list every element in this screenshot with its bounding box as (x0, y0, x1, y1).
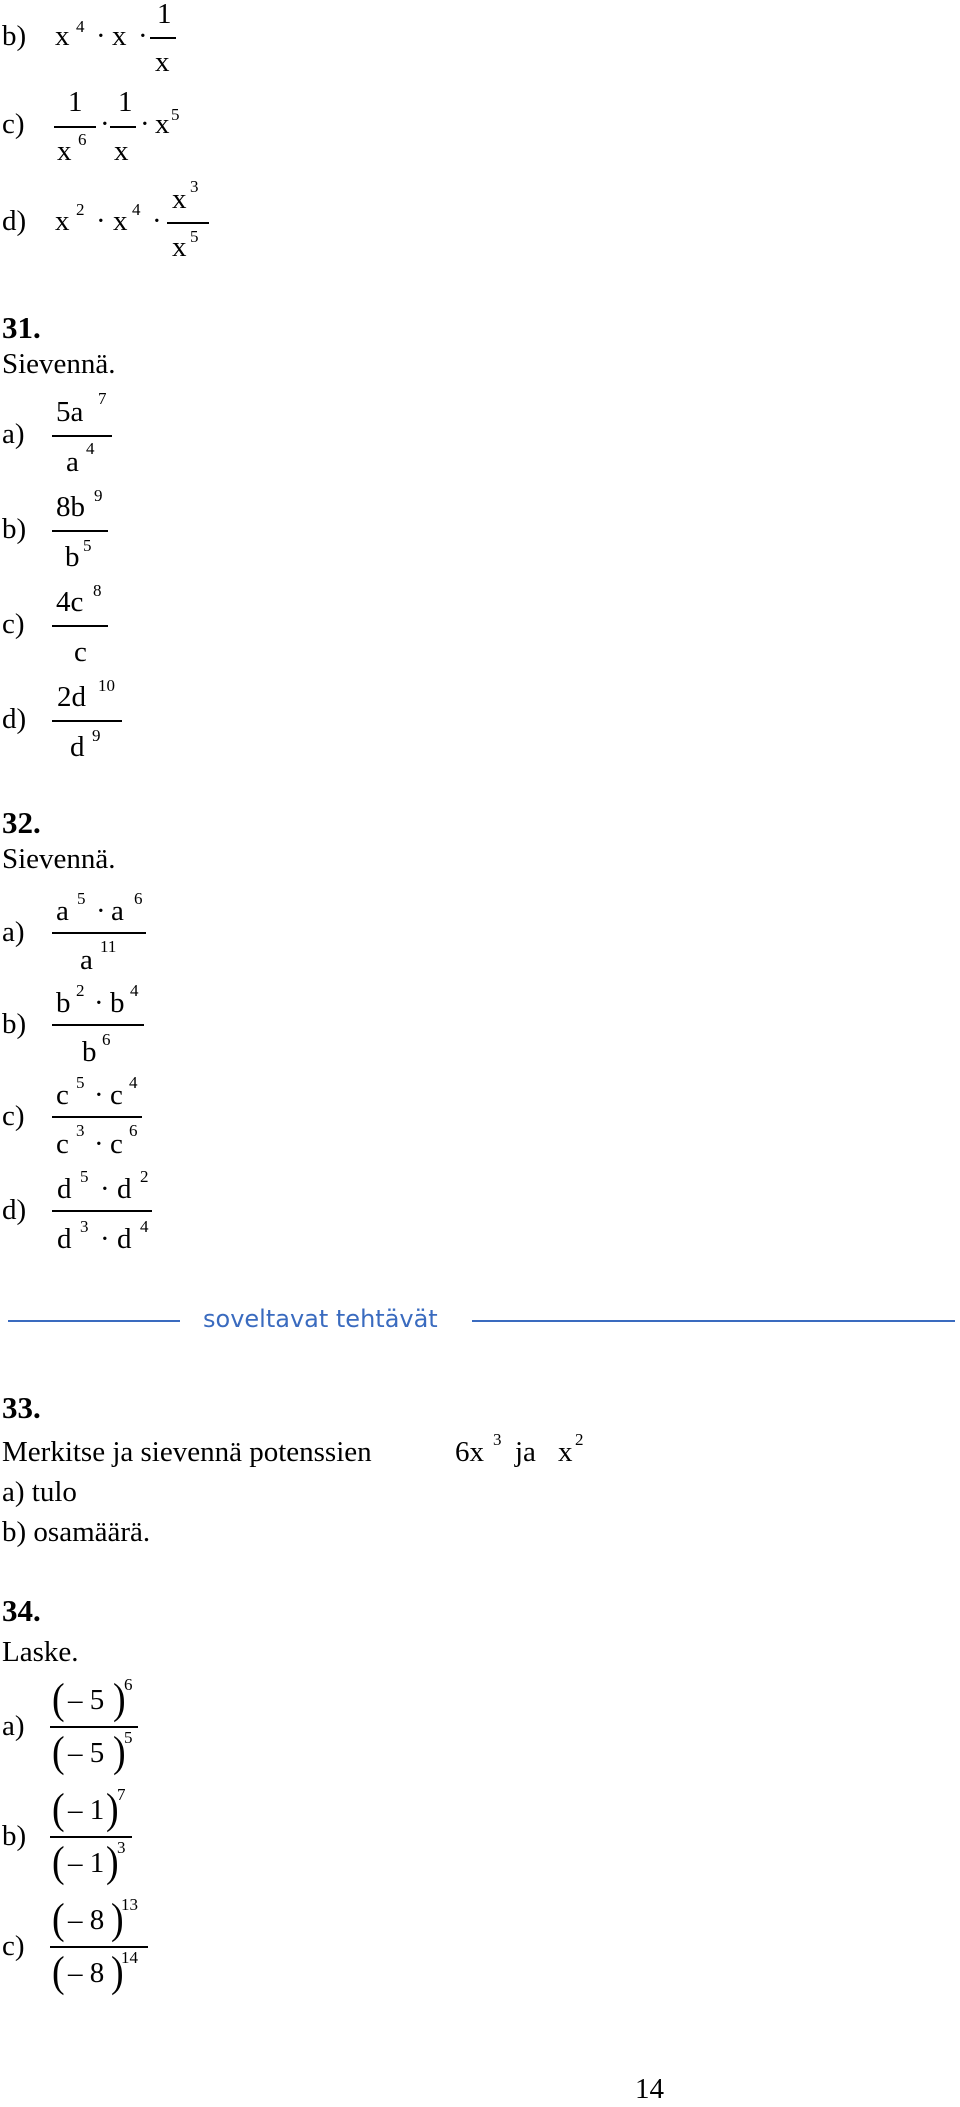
exponent: 2 (76, 981, 85, 1000)
paren-close: ) (106, 1784, 119, 1834)
divider-line-left (8, 1320, 180, 1322)
fraction-bar (52, 435, 112, 437)
problem-number-33: 33. (2, 1390, 41, 1425)
section-title: soveltavat tehtävät (203, 1305, 438, 1333)
denominator: x (155, 46, 170, 78)
var-x: x (172, 231, 187, 263)
dot: · (100, 1223, 110, 1255)
base: – 8 (68, 1957, 105, 1989)
dot: · (138, 20, 148, 52)
base: a (111, 895, 124, 927)
fraction-bar (52, 1024, 144, 1026)
numerator: 1 (68, 86, 83, 118)
dot: · (100, 108, 110, 140)
term-2: x (558, 1436, 573, 1468)
base: c (110, 1079, 123, 1111)
dot: · (152, 205, 162, 237)
divider-line-right (472, 1320, 955, 1322)
paren-close: ) (111, 1947, 124, 1997)
problem-instruction: Laske. (2, 1636, 79, 1668)
base: d (117, 1223, 132, 1255)
base: b (56, 987, 71, 1019)
exponent: 6 (78, 130, 87, 149)
denominator: a (66, 446, 79, 478)
dot: · (94, 987, 104, 1019)
problem-instruction: Sievennä. (2, 348, 116, 380)
base: – 8 (68, 1904, 105, 1936)
base: a (80, 944, 93, 976)
term-1: 6x (455, 1436, 484, 1468)
var-x: x (172, 183, 187, 215)
exponent: 4 (132, 200, 141, 219)
exponent: 3 (80, 1217, 89, 1236)
denominator: d (70, 731, 85, 763)
paren-open: ( (52, 1784, 65, 1834)
label-a: a) (2, 1710, 25, 1742)
page-number: 14 (635, 2073, 664, 2105)
label-a: a) (2, 418, 25, 450)
exponent: 5 (80, 1167, 89, 1186)
exponent: 4 (130, 981, 139, 1000)
label-c: c) (2, 108, 25, 140)
base: c (110, 1128, 123, 1160)
dot: · (96, 20, 106, 52)
var-x: x (55, 205, 70, 237)
paren-open: ( (52, 1674, 65, 1724)
paren-close: ) (106, 1837, 119, 1887)
label-d: d) (2, 703, 27, 735)
var-x: x (112, 20, 127, 52)
numerator: 1 (118, 86, 133, 118)
base: – 1 (68, 1794, 105, 1826)
paren-open: ( (52, 1837, 65, 1887)
fraction-bar (150, 37, 176, 39)
conjunction: ja (515, 1436, 536, 1468)
denominator: b (65, 541, 80, 573)
dot: · (96, 205, 106, 237)
exponent: 11 (100, 937, 117, 956)
exponent: 3 (117, 1838, 126, 1857)
numerator: 4c (56, 586, 84, 618)
label-c: c) (2, 608, 25, 640)
paren-close: ) (113, 1674, 126, 1724)
exponent: 8 (93, 581, 102, 600)
exponent: 14 (121, 1948, 138, 1967)
exponent: 3 (76, 1121, 85, 1140)
exponent: 7 (117, 1785, 126, 1804)
exponent: 2 (76, 200, 85, 219)
problem-number-34: 34. (2, 1593, 41, 1628)
dot: · (96, 895, 106, 927)
problem-number-32: 32. (2, 805, 41, 840)
label-b: b) (2, 1820, 27, 1852)
base: d (57, 1223, 72, 1255)
label-a: a) (2, 916, 25, 948)
base: – 5 (68, 1737, 105, 1769)
fraction-bar (52, 625, 108, 627)
paren-open: ( (52, 1947, 65, 1997)
numerator: 1 (157, 0, 172, 30)
problem-instruction: Sievennä. (2, 843, 116, 875)
label-b: b) (2, 513, 27, 545)
base: c (56, 1079, 69, 1111)
problem-instruction: Merkitse ja sievennä potenssien (2, 1436, 372, 1468)
base: a (56, 895, 69, 927)
problem-number-31: 31. (2, 310, 41, 345)
base: c (56, 1128, 69, 1160)
dot: · (140, 108, 150, 140)
dot: · (94, 1128, 104, 1160)
base: d (57, 1173, 72, 1205)
fraction-bar (167, 222, 209, 224)
exponent: 6 (129, 1121, 138, 1140)
exponent: 9 (94, 486, 103, 505)
base: b (82, 1036, 97, 1068)
exponent: 3 (190, 177, 199, 196)
exponent: 5 (83, 536, 92, 555)
fraction-bar (52, 1116, 142, 1118)
exponent: 5 (190, 227, 199, 246)
exponent: 9 (92, 726, 101, 745)
var-x: x (113, 205, 128, 237)
exponent: 2 (140, 1167, 149, 1186)
fraction-bar (52, 530, 108, 532)
exponent: 6 (102, 1030, 111, 1049)
paren-close: ) (113, 1727, 126, 1777)
numerator: 2d (57, 681, 86, 713)
var-x: x (114, 135, 129, 167)
exponent: 4 (140, 1217, 149, 1236)
base: b (110, 987, 125, 1019)
label-d: d) (2, 1194, 27, 1226)
numerator: 5a (56, 396, 84, 428)
dot: · (100, 1173, 110, 1205)
exponent: 10 (98, 676, 115, 695)
exponent: 2 (575, 1430, 584, 1449)
exponent: 4 (76, 17, 85, 36)
numerator: 8b (56, 491, 85, 523)
fraction-bar (52, 932, 146, 934)
item-a: a) tulo (2, 1476, 77, 1508)
dot: · (94, 1079, 104, 1111)
paren-open: ( (52, 1894, 65, 1944)
denominator: c (74, 636, 87, 668)
label-c: c) (2, 1930, 25, 1962)
exponent: 5 (76, 1073, 85, 1092)
exponent: 4 (129, 1073, 138, 1092)
paren-close: ) (111, 1894, 124, 1944)
exponent: 7 (98, 389, 107, 408)
exponent: 3 (493, 1430, 502, 1449)
label-d: d) (2, 205, 27, 237)
fraction-bar (52, 1210, 152, 1212)
exponent: 4 (86, 439, 95, 458)
exponent: 13 (121, 1895, 138, 1914)
label-c: c) (2, 1100, 25, 1132)
paren-open: ( (52, 1727, 65, 1777)
fraction-bar (110, 126, 136, 128)
exponent: 5 (124, 1728, 133, 1747)
label-b: b) (2, 1008, 27, 1040)
base: – 1 (68, 1847, 105, 1879)
base: d (117, 1173, 132, 1205)
exponent: 6 (124, 1675, 133, 1694)
var-x: x (57, 135, 72, 167)
exponent: 5 (171, 105, 180, 124)
exponent: 5 (77, 889, 86, 908)
fraction-bar (54, 126, 96, 128)
var-x: x (55, 20, 70, 52)
item-b: b) osamäärä. (2, 1516, 151, 1548)
exponent: 6 (134, 889, 143, 908)
base: – 5 (68, 1684, 105, 1716)
var-x: x (155, 108, 170, 140)
fraction-bar (52, 720, 122, 722)
label-b: b) (2, 20, 27, 52)
